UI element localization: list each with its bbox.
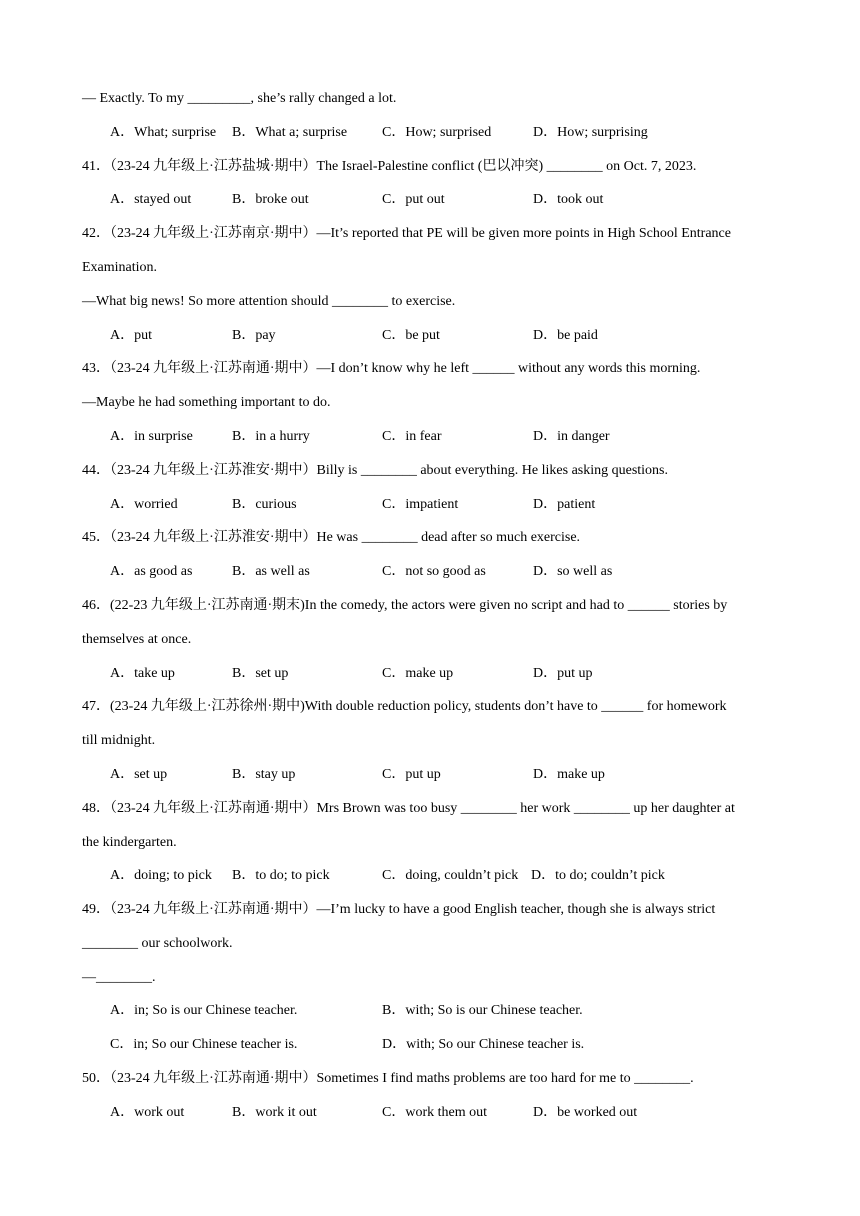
option-d: D．put up [533,666,593,681]
option-b: B．stay up [232,767,296,782]
option-a: A．work out [110,1105,185,1120]
option-b: B．as well as [232,564,310,579]
option-c: C．work them out [382,1105,487,1120]
question-43: 43．（23-24 九年级上·江苏南通·期中）—I don’t know why he left ______ without any words this morning. [82,361,701,376]
option-c: C．How; surprised [382,125,492,140]
option-a: A．stayed out [110,192,192,207]
option-a: A．set up [110,767,168,782]
option-a: A．put [110,328,152,343]
option-a: A．in; So is our Chinese teacher. [110,1003,298,1018]
option-a: A．worried [110,497,178,512]
question-48: 48．（23-24 九年级上·江苏南通·期中）Mrs Brown was too busy ________ her work ________ up her daughter at [82,801,735,816]
option-d: D．took out [533,192,604,207]
option-b: B．work it out [232,1105,317,1120]
option-c: C．make up [382,666,454,681]
question-41: 41．（23-24 九年级上·江苏盐城·期中）The Israel-Palestine conflict (巴以冲突) ________ on Oct. 7, 2023. [82,159,697,174]
option-b: B．set up [232,666,289,681]
question-44: 44．（23-24 九年级上·江苏淮安·期中）Billy is ________ about everything. He likes asking questions. [82,463,669,478]
option-a: A．What; surprise [110,125,217,140]
question-49-line-2: ________ our schoolwork. [82,936,233,951]
question-42-line-3: —What big news! So more attention should ________ to exercise. [82,294,456,309]
option-d: D．so well as [533,564,613,579]
option-c: C．put out [382,192,445,207]
option-d: D．be paid [533,328,598,343]
option-d: D．make up [533,767,605,782]
option-d: D．in danger [533,429,610,444]
option-d: D．be worked out [533,1105,638,1120]
question-42: 42．（23-24 九年级上·江苏南京·期中）—It’s reported that PE will be given more points in High School Entrance [82,226,731,241]
option-a: A．in surprise [110,429,193,444]
option-a: A．as good as [110,564,193,579]
option-c: C．put up [382,767,441,782]
option-a: A．take up [110,666,175,681]
option-c: C．be put [382,328,440,343]
question-49-line-3: —________. [82,970,156,985]
question-text: — Exactly. To my _________, she’s rally changed a lot. [82,91,397,106]
question-45: 45．（23-24 九年级上·江苏淮安·期中）He was ________ dead after so much exercise. [82,530,581,545]
option-d: D．patient [533,497,596,512]
question-49: 49．（23-24 九年级上·江苏南通·期中）—I’m lucky to have a good English teacher, though she is always strict [82,902,716,917]
option-b: B．curious [232,497,297,512]
question-46-line-2: themselves at once. [82,632,192,647]
option-b: B．with; So is our Chinese teacher. [382,1003,583,1018]
option-d: D．with; So our Chinese teacher is. [382,1037,585,1052]
option-a: A．doing; to pick [110,868,212,883]
option-c: C．in; So our Chinese teacher is. [110,1037,298,1052]
question-42-line-2: Examination. [82,260,158,275]
option-b: B．in a hurry [232,429,310,444]
question-46: 46．(22-23 九年级上·江苏南通·期末)In the comedy, the actors were given no script and had to ______ stories by [82,598,728,613]
question-47: 47．(23-24 九年级上·江苏徐州·期中)With double reduction policy, students don’t have to ______ for homework [82,699,727,714]
option-c: C．not so good as [382,564,486,579]
option-d: D．How; surprising [533,125,648,140]
question-50: 50．（23-24 九年级上·江苏南通·期中）Sometimes I find maths problems are too hard for me to ________. [82,1071,694,1086]
question-48-line-2: the kindergarten. [82,835,177,850]
question-47-line-2: till midnight. [82,733,156,748]
option-c: C．doing, couldn’t pick [382,868,519,883]
option-b: B．What a; surprise [232,125,348,140]
option-b: B．to do; to pick [232,868,330,883]
question-43-line-2: —Maybe he had something important to do. [82,395,331,410]
option-b: B．broke out [232,192,309,207]
option-b: B．pay [232,328,276,343]
option-c: C．in fear [382,429,442,444]
option-c: C．impatient [382,497,459,512]
option-d: D．to do; couldn’t pick [531,868,665,883]
